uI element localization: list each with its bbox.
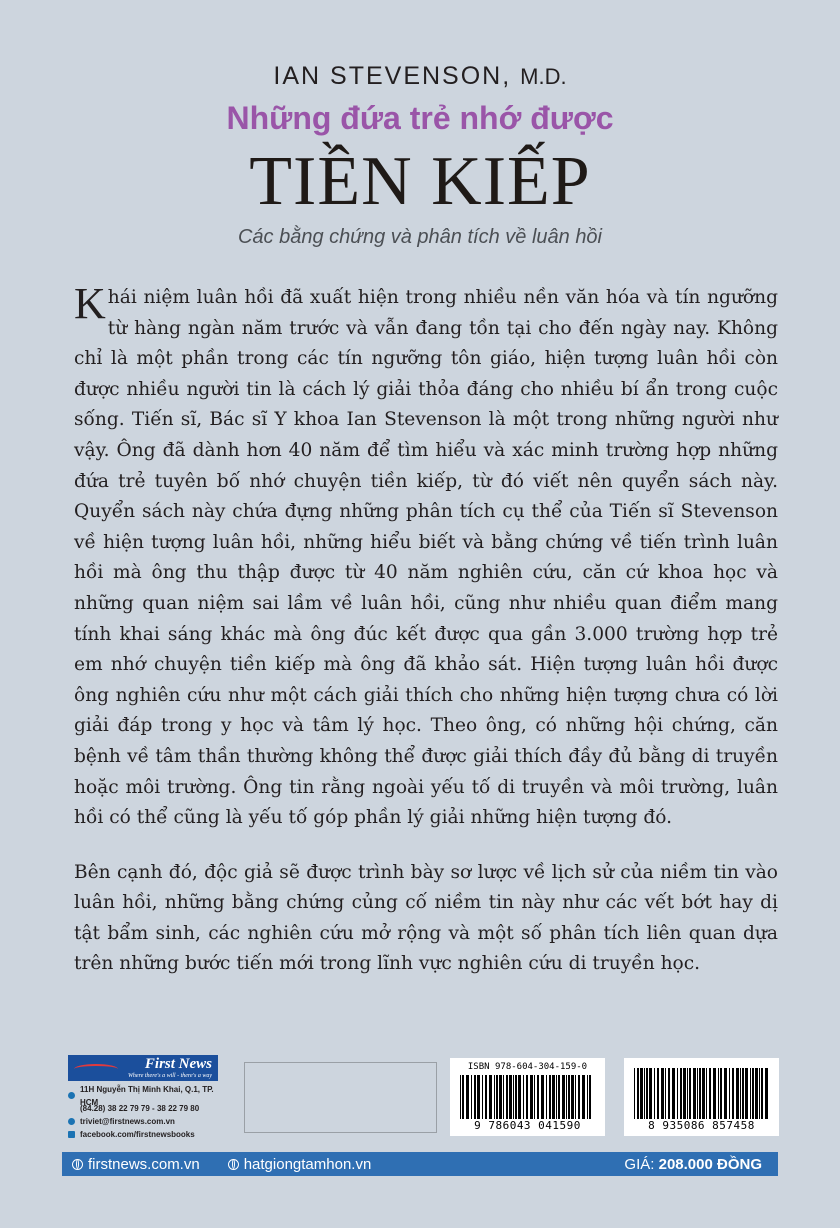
barcode-bar [582, 1075, 585, 1119]
publisher-logo-text: First News [144, 1056, 212, 1072]
barcode-bar [466, 1075, 469, 1119]
barcode-bar [460, 1075, 461, 1119]
barcode-bar [503, 1075, 504, 1119]
barcode-bar [649, 1068, 652, 1119]
drop-cap: K [74, 279, 106, 328]
isbn-barcode [450, 1058, 605, 1136]
barcode-bar [494, 1075, 495, 1119]
barcode-bar [761, 1068, 763, 1119]
location-icon [68, 1092, 75, 1099]
barcode-bar [640, 1068, 643, 1119]
price-value: 208.000 ĐỒNG [658, 1155, 762, 1173]
barcode-bar [687, 1068, 688, 1119]
barcode-bar [646, 1068, 648, 1119]
author-name [0, 62, 840, 91]
barcode-bar [752, 1068, 754, 1119]
publisher-address-text: 11H Nguyễn Thị Minh Khai, Q.1, TP. HCM [80, 1084, 214, 1107]
barcode-bar [693, 1068, 696, 1119]
barcode-bar [677, 1068, 678, 1119]
isbn-label: ISBN 978-604-304-159-0 [467, 1062, 588, 1072]
barcode-bar [709, 1068, 711, 1119]
barcode-bar [541, 1075, 544, 1119]
barcode-bar [578, 1075, 580, 1119]
barcode-bar [587, 1075, 588, 1119]
publisher-info [68, 1055, 224, 1141]
ean-barcode [624, 1058, 779, 1136]
footer-bar [62, 1152, 778, 1176]
barcode-bar [474, 1075, 476, 1119]
barcode-bar [518, 1075, 521, 1119]
book-subtitle: Những đứa trẻ nhớ được [226, 100, 614, 136]
barcode-bar [736, 1068, 739, 1119]
barcode-bar [665, 1068, 666, 1119]
ean-barcode-bars-icon [630, 1068, 773, 1119]
barcode-bar [661, 1068, 664, 1119]
barcode-bar [740, 1068, 741, 1119]
globe-icon [72, 1159, 83, 1170]
email-icon [68, 1118, 75, 1125]
price-label: GIÁ: [624, 1155, 655, 1173]
barcode-bar [634, 1068, 635, 1119]
barcode-bar [637, 1068, 639, 1119]
barcode-bar [755, 1068, 758, 1119]
website-firstnews[interactable]: firstnews.com.vn [88, 1155, 200, 1173]
barcode-bar [706, 1068, 707, 1119]
author-name-text: IAN STEVENSON, [273, 62, 512, 90]
barcode-bar [750, 1068, 751, 1119]
blurb-text [74, 279, 778, 980]
blurb-paragraph-1 [74, 279, 778, 834]
price [624, 1156, 762, 1173]
barcode-bar [713, 1068, 716, 1119]
barcode-bar [575, 1075, 576, 1119]
isbn-barcode-bars-icon [456, 1075, 599, 1119]
barcode-bar [485, 1075, 487, 1119]
publisher-address [68, 1084, 224, 1107]
barcode-bar [509, 1075, 512, 1119]
barcode-bar [657, 1068, 659, 1119]
barcode-bar [689, 1068, 691, 1119]
publisher-logo-tagline: Where there's a will - there's a way [127, 1073, 212, 1079]
barcode-bar [513, 1075, 514, 1119]
logo-swoosh-icon [74, 1064, 118, 1074]
website-hatgiongtamhon[interactable]: hatgiongtamhon.vn [243, 1155, 372, 1173]
barcode-bar [526, 1075, 528, 1119]
barcode-bar [496, 1075, 498, 1119]
blurb-paragraph-2: Bên cạnh đó, độc giả sẽ được trình bày sơ lược về lịch sử của niềm tin vào luân hồi, những bằng chứng củng cố niềm tin này như các vết bớt hay dị tật bẩm sinh, các nghiên cứu mở rộng và một số phân tích liên quan dựa trên những bước tiến mới trong lĩnh vực nghiên cứu di truyền học. [74, 861, 778, 975]
barcode-bar [697, 1068, 698, 1119]
isbn-barcode-number: 9 786043 041590 [474, 1119, 581, 1132]
barcode-bar [530, 1075, 533, 1119]
barcode-bar [546, 1075, 547, 1119]
barcode-bar [558, 1075, 560, 1119]
facebook-icon [68, 1131, 75, 1138]
barcode-bar [515, 1075, 517, 1119]
barcode-bar [482, 1075, 483, 1119]
barcode-bar [499, 1075, 502, 1119]
barcode-bar [506, 1075, 508, 1119]
barcode-bar [680, 1068, 682, 1119]
barcode-bar [589, 1075, 591, 1119]
barcode-bar [668, 1068, 670, 1119]
barcode-bar [702, 1068, 705, 1119]
publisher-email [68, 1115, 224, 1128]
barcode-bar [720, 1068, 722, 1119]
barcode-bar [562, 1075, 565, 1119]
author-suffix: M.D. [520, 64, 567, 89]
book-tagline: Các bằng chứng và phân tích về luân hồi [237, 226, 603, 248]
publisher-facebook [68, 1128, 224, 1141]
barcode-bar [549, 1075, 551, 1119]
barcode-bar [765, 1068, 768, 1119]
barcode-bar [534, 1075, 535, 1119]
barcode-bar [672, 1068, 675, 1119]
barcode-bar [556, 1075, 557, 1119]
barcode-bar [552, 1075, 555, 1119]
barcode-bar [742, 1068, 744, 1119]
barcode-bar [683, 1068, 686, 1119]
publisher-email-text: triviet@firstnews.com.vn [80, 1117, 175, 1126]
blurb-paragraph-1-text: hái niệm luân hồi đã xuất hiện trong nhiều nền văn hóa và tín ngưỡng từ hàng ngàn năm trước và vẫn đang tồn tại cho đến ngày nay. Không chỉ là một phần trong các tín ngưỡng tôn giáo, hiện tượng luân hồi còn được nhiều người tin là cách lý giải thỏa đáng cho nhiều bí ẩn trong cuộc sống. Tiến sĩ, Bác sĩ Y khoa Ian Stevenson là một trong những người như vậy. Ông đã dành hơn 40 năm để tìm hiểu và xác minh trường hợp những đứa trẻ tuyên bố nhớ chuyện tiền kiếp, từ đó viết nên quyển sách này. Quyển sách này chứa đựng những phân tích cụ thể của Tiến sĩ Stevenson về hiện tượng luân hồi, những hiểu biết và bằng chứng về tiến trình luân hồi mà ông thu thập được từ 40 năm nghiên cứu, căn cứ khoa học và những quan niệm sai lầm về luân hồi, cũng như nhiều quan điểm mang tính khai sáng khác mà ông đúc kết được qua gần 3.000 trường hợp trẻ em nhớ chuyện tiền kiếp mà ông đã khảo sát. Hiện tượng luân hồi được ông nghiên cứu như một cách giải thích cho những hiện tượng chưa có lời giải đáp trong y học và tâm lý học. Theo ông, có những hội chứng, căn bệnh về tâm thần thường không thể được giải thích đầy đủ bằng di truyền hoặc môi trường. Ông tin rằng ngoài yếu tố di truyền và môi trường, luân hồi có thể cũng là yếu tố góp phần lý giải những hiện tượng đó. [74, 287, 778, 829]
barcode-bar [654, 1068, 655, 1119]
globe-icon [228, 1159, 239, 1170]
barcode-bar [566, 1075, 567, 1119]
publisher-logo [68, 1055, 218, 1081]
barcode-bar [462, 1075, 464, 1119]
ean-barcode-number: 8 935086 857458 [648, 1119, 755, 1132]
barcode-bar [477, 1075, 480, 1119]
barcode-bar [568, 1075, 570, 1119]
barcode-bar [644, 1068, 645, 1119]
barcode-bar [471, 1075, 472, 1119]
publisher-facebook-text: facebook.com/firstnewsbooks [80, 1130, 195, 1139]
barcode-bar [718, 1068, 719, 1119]
blank-sticker-area [244, 1062, 437, 1133]
barcode-bar [759, 1068, 760, 1119]
barcode-bar [724, 1068, 727, 1119]
barcode-bar [523, 1075, 524, 1119]
barcode-bar [537, 1075, 539, 1119]
barcode-bar [729, 1068, 730, 1119]
barcode-bar [489, 1075, 492, 1119]
barcode-bar [571, 1075, 574, 1119]
publisher-phone-text: (84.28) 38 22 79 79 - 38 22 79 80 [80, 1104, 200, 1113]
book-title: TIỀN KIẾP [249, 143, 591, 220]
barcode-bar [745, 1068, 748, 1119]
barcode-bar [699, 1068, 701, 1119]
barcode-bar [732, 1068, 734, 1119]
